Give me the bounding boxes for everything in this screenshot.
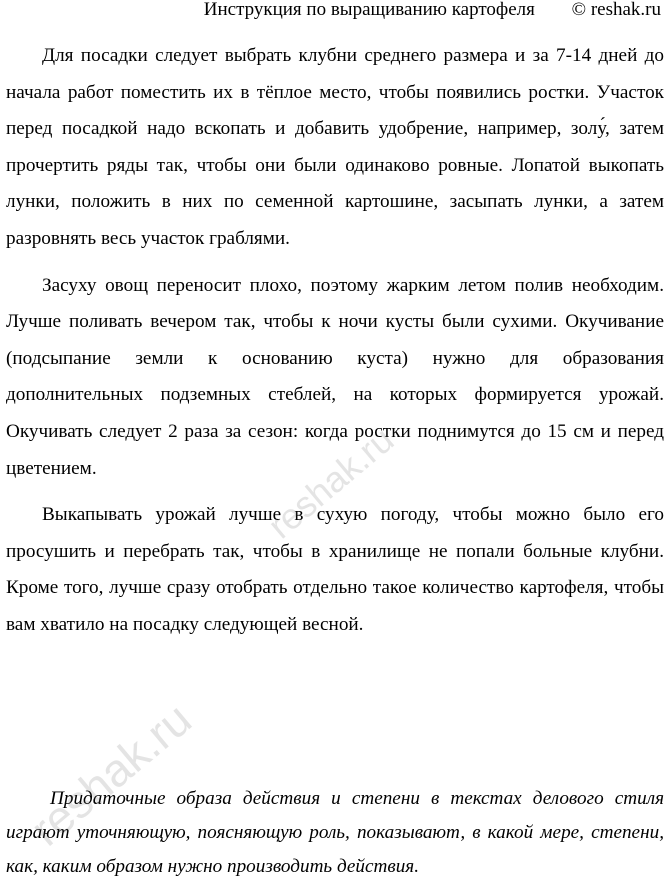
paragraph-harvest: Выкапывать урожай лучше в сухую погоду, чтобы можно было его просушить и перебрать так, чтобы в хранилище не попали больные клубни. Кроме того, лучше сразу отобрать отдельно такое количество картофеля, чтобы вам хватило на посадку следующей весной. xyxy=(6,504,664,635)
grammar-note-text: Придаточные образа действия и степени в текстах делового стиля играют уточняющую, поясняющую роль, показывают, в какой мере, степени, как, каким образом нужно производить действия. xyxy=(6,788,664,877)
watermark-text: reshak.ru xyxy=(260,418,402,547)
document-title: Инструкция по выращиванию картофеля xyxy=(203,0,535,20)
copyright-label: © reshak.ru xyxy=(571,0,661,20)
instruction-text xyxy=(6,38,664,644)
paragraph-planting: Для посадки следует выбрать клубни среднего размера и за 7-14 дней до начала работ поместить их в тёплое место, чтобы появились ростки. Участок перед посадкой надо вскопать и добавить удобрение, например, золу́, затем прочертить ряды так, чтобы они были одинаково ровные. Лопатой выкопать лунки, положить в них по семенной картошине, засыпать лунки, а затем разровнять весь участок граблями. xyxy=(6,45,664,249)
page-header xyxy=(0,0,661,23)
paragraph-watering: Засуху овощ переносит плохо, поэтому жарким летом полив необходим. Лучше поливать вечером так, чтобы к ночи кусты были сухими. Окучивание (подсыпание земли к основанию куста) нужно для образования дополнительных подземных стеблей, на которых формируется урожай. Окучивать следует 2 раза за сезон: когда ростки поднимутся до 15 см и перед цветением. xyxy=(6,274,664,479)
watermark-text: reshak.ru xyxy=(20,692,201,856)
grammar-note xyxy=(6,782,664,884)
